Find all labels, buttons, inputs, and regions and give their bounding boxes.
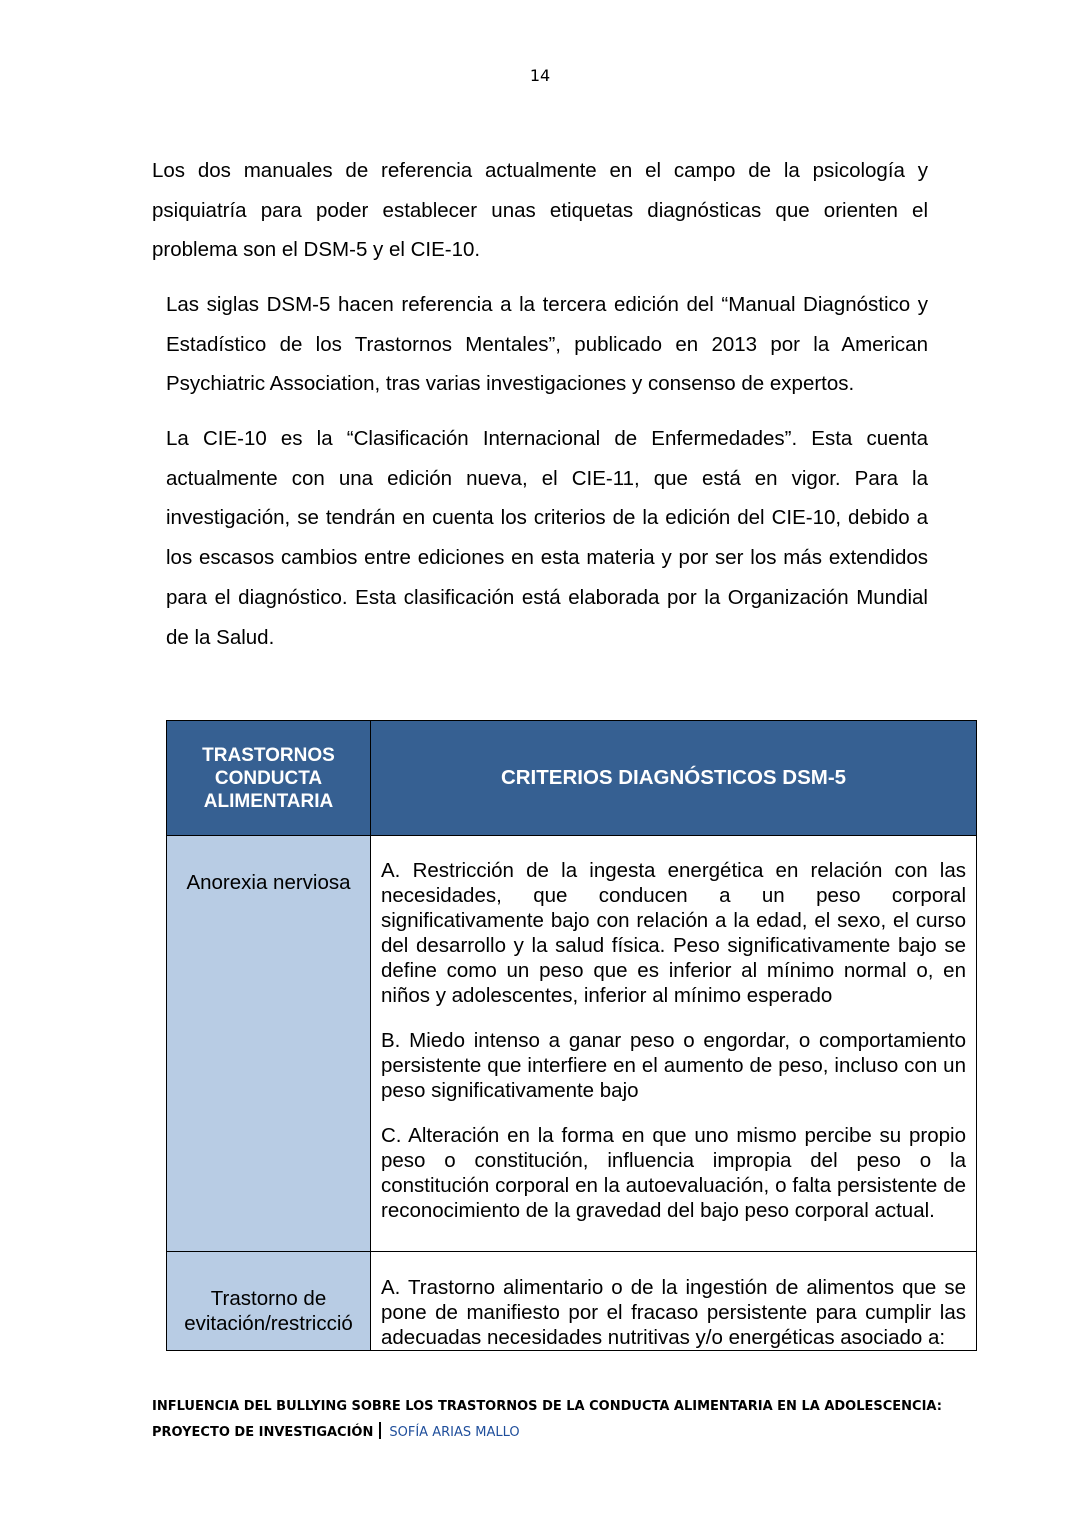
criteria-cell <box>371 836 977 1252</box>
footer-title: INFLUENCIA DEL BULLYING SOBRE LOS TRASTORNOS DE LA CONDUCTA ALIMENTARIA EN LA ADOLESCENCIA: <box>152 1399 942 1414</box>
criteria-table <box>166 720 977 1351</box>
disorder-name: Trastorno de <box>210 1287 327 1310</box>
page-footer <box>152 1394 942 1446</box>
table-row <box>167 836 977 1252</box>
disorder-name: evitación/restricció <box>184 1312 353 1335</box>
criterion-text: A. Restricción de la ingesta energética en relación con las necesidades, que conducen a un peso corporal significativamente bajo con relación a la edad, el sexo, el curso del desarrollo y la salud física. Peso significativamente bajo se define como un peso que es inferior al mínimo normal o, en niños y adolescentes, inferior al mínimo esperado <box>381 859 966 1007</box>
header-disorders-line: CONDUCTA <box>214 767 323 789</box>
footer-separator <box>379 1422 381 1439</box>
header-disorders-line: TRASTORNOS <box>202 744 335 766</box>
paragraph-manuals-intro: Los dos manuales de referencia actualmente en el campo de la psicología y psiquiatría para poder establecer unas etiquetas diagnósticas que orienten el problema son el DSM-5 y el CIE-10. <box>152 159 928 262</box>
criteria-cell <box>371 1252 977 1351</box>
criterion-text: C. Alteración en la forma en que uno mismo percibe su propio peso o constitución, influencia impropia del peso o la constitución corporal en la autoevaluación, o falta persistente de reconocimiento de la gravedad del bajo peso corporal actual. <box>381 1124 966 1222</box>
footer-author: SOFÍA ARIAS MALLO <box>389 1425 520 1440</box>
paragraph-dsm5: Las siglas DSM-5 hacen referencia a la tercera edición del “Manual Diagnóstico y Estadístico de los Trastornos Mentales”, publicado en 2013 por la American Psychiatric Association, tras varias investigaciones y consenso de expertos. <box>166 293 928 396</box>
disorder-name: Anorexia nerviosa <box>186 871 351 894</box>
table-row <box>167 1252 977 1351</box>
criterion-text: B. Miedo intenso a ganar peso o engordar, o comportamiento persistente que interfiere en el aumento de peso, incluso con un peso significativamente bajo <box>381 1029 966 1102</box>
criterion-text: A. Trastorno alimentario o de la ingestión de alimentos que se pone de manifiesto por el fracaso persistente para cumplir las adecuadas necesidades nutritivas y/o energéticas asociado a: <box>381 1276 966 1349</box>
disorder-cell <box>167 1252 371 1351</box>
footer-line2 <box>152 1420 942 1446</box>
header-disorders-line: ALIMENTARIA <box>203 790 334 812</box>
footer-project-label: PROYECTO DE INVESTIGACIÓN <box>152 1425 374 1440</box>
header-disorders <box>167 721 371 836</box>
page-number: 14 <box>529 66 551 85</box>
disorder-cell <box>167 836 371 1252</box>
header-criteria: CRITERIOS DIAGNÓSTICOS DSM-5 <box>371 721 977 836</box>
paragraph-cie10: La CIE-10 es la “Clasificación Internacional de Enfermedades”. Esta cuenta actualmente con una edición nueva, el CIE-11, que está en vigor. Para la investigación, se tendrán en cuenta los criterios de la edición del CIE-10, debido a los escasos cambios entre ediciones en esta materia y por ser los más extendidos para el diagnóstico. Esta clasificación está elaborada por la Organización Mundial de la Salud. <box>166 427 928 649</box>
table-header-row <box>167 721 977 836</box>
